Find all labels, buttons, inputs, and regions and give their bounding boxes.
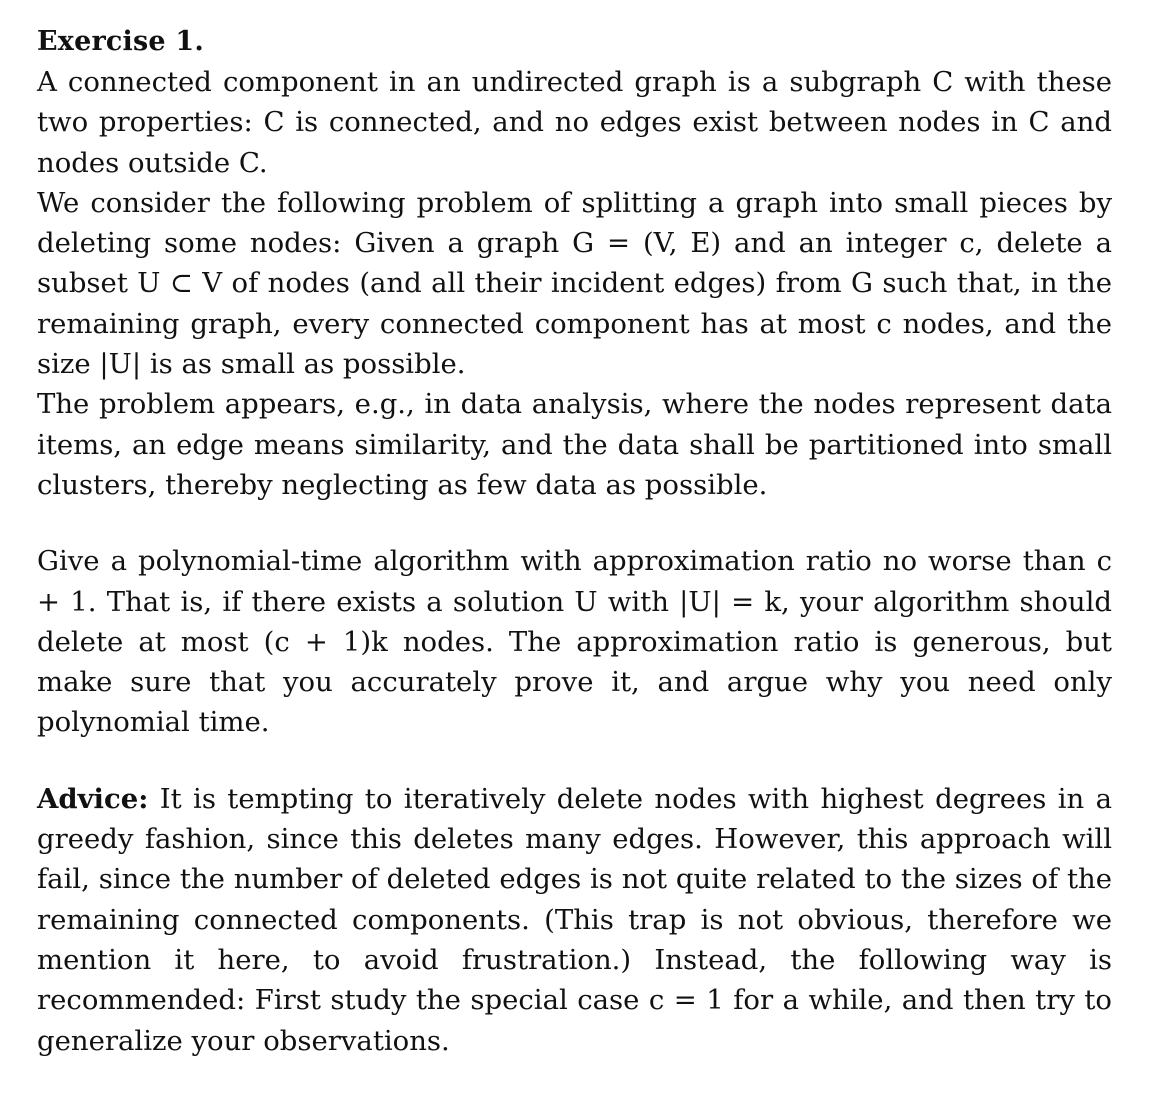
paragraph-gap (37, 743, 1112, 779)
paragraph-problem: We consider the following problem of splitting a graph into small pieces by deleting some nodes: Given a graph G = (V, E) and an integer c, delete a subset U ⊂ V of nodes (and all their incident edges) from G such that, in the remaining graph, every connected component has at most c nodes, and the size |U| is as small as possible. (37, 186, 1112, 381)
exercise-page (37, 22, 1112, 1061)
paragraph-advice (37, 779, 1112, 1061)
paragraph-task: Give a polynomial-time algorithm with approximation ratio no worse than c + 1. That is, if there exists a solution U with |U| = k, your algorithm should delete at most (c + 1)k nodes. The approximation ratio is generous, but make sure that you accurately prove it, and argue why you need only polynomial time. (37, 545, 1112, 739)
exercise-heading: Exercise 1. (37, 26, 204, 57)
advice-text: It is tempting to iteratively delete nodes with highest degrees in a greedy fashion, since this deletes many edges. However, this approach will fail, since the number of deleted edges is not quite related to the sizes of the remaining connected components. (This trap is not obvious, therefore we mention it here, to avoid frustration.) Instead, the following way is recommended: First study the special case c = 1 for a while, and then try to generalize your observations. (37, 782, 1112, 1057)
paragraph-application: The problem appears, e.g., in data analysis, where the nodes represent data items, an edge means similarity, and the data shall be partitioned into small clusters, thereby neglecting as few data as possible. (37, 388, 1112, 501)
paragraph-gap (37, 505, 1112, 541)
advice-label: Advice: (37, 782, 149, 815)
paragraph-definition: A connected component in an undirected graph is a subgraph C with these two properties: C is connected, and no edges exist between nodes in C and nodes outside C. (37, 66, 1112, 179)
